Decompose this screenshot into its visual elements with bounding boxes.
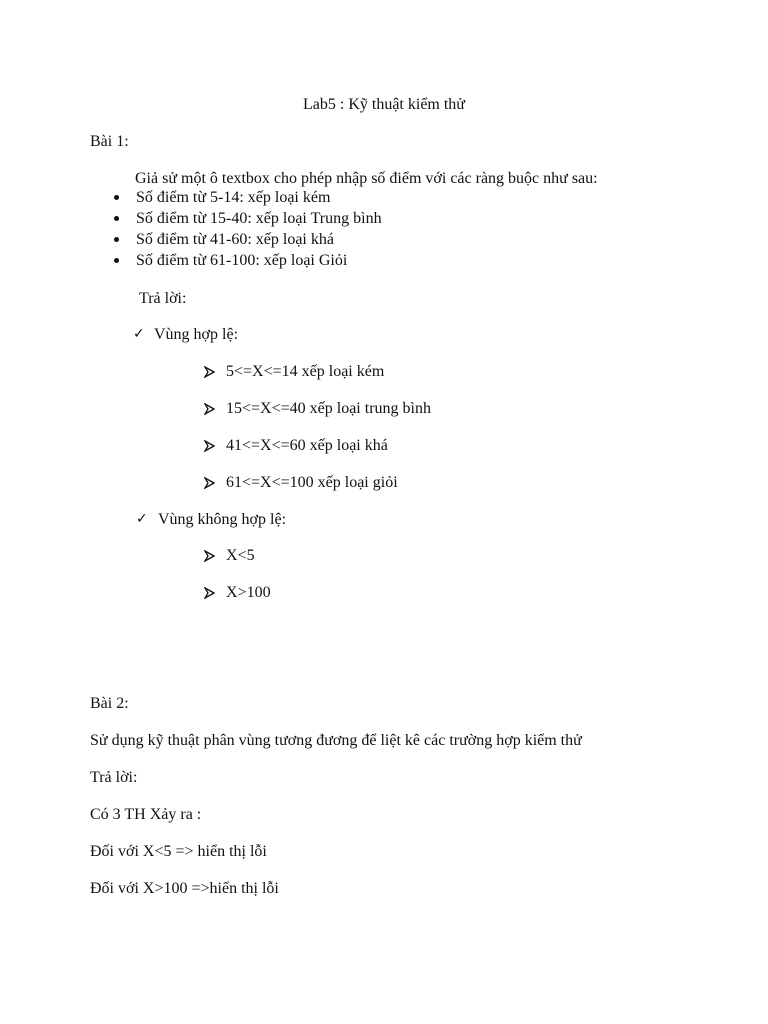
constraint-item: Số điểm từ 5-14: xếp loại kém bbox=[136, 189, 331, 206]
test-case: Đối với X>100 =>hiển thị lỗi bbox=[90, 880, 279, 897]
valid-zone-item: 41<=X<=60 xếp loại khá bbox=[226, 437, 388, 454]
bullet-dot bbox=[114, 216, 119, 221]
bullet-dot bbox=[114, 195, 119, 200]
valid-zone-item: 15<=X<=40 xếp loại trung bình bbox=[226, 400, 431, 417]
arrowhead-bullet-icon bbox=[204, 403, 215, 415]
constraint-item: Số điểm từ 41-60: xếp loại khá bbox=[136, 231, 334, 248]
arrowhead-bullet-icon bbox=[204, 440, 215, 452]
valid-zone-item: 5<=X<=14 xếp loại kém bbox=[226, 363, 385, 380]
document-title: Lab5 : Kỹ thuật kiểm thử bbox=[303, 96, 465, 113]
invalid-zone-item: X>100 bbox=[226, 584, 271, 601]
answer-label: Trả lời: bbox=[90, 769, 138, 786]
exercise-1-heading: Bài 1: bbox=[90, 133, 129, 150]
checkmark-icon: ✓ bbox=[133, 326, 145, 342]
arrowhead-bullet-icon bbox=[204, 587, 215, 599]
checkmark-icon: ✓ bbox=[136, 511, 148, 527]
bullet-dot bbox=[114, 237, 119, 242]
exercise-2-heading: Bài 2: bbox=[90, 695, 129, 712]
exercise-1-intro: Giả sử một ô textbox cho phép nhập số điểm với các ràng buộc như sau: bbox=[135, 170, 598, 187]
test-case: Đối với X<5 => hiển thị lỗi bbox=[90, 843, 267, 860]
arrowhead-bullet-icon bbox=[204, 477, 215, 489]
valid-zone-item: 61<=X<=100 xếp loại giỏi bbox=[226, 474, 398, 491]
constraint-item: Số điểm từ 15-40: xếp loại Trung bình bbox=[136, 210, 382, 227]
answer-label: Trả lời: bbox=[139, 290, 187, 307]
exercise-2-task: Sử dụng kỹ thuật phân vùng tương đương để liệt kê các trường hợp kiểm thử bbox=[90, 732, 582, 749]
invalid-zone-label: Vùng không hợp lệ: bbox=[158, 511, 287, 528]
arrowhead-bullet-icon bbox=[204, 366, 215, 378]
valid-zone-label: Vùng hợp lệ: bbox=[154, 326, 239, 343]
invalid-zone-item: X<5 bbox=[226, 547, 255, 564]
arrowhead-bullet-icon bbox=[204, 550, 215, 562]
constraint-item: Số điểm từ 61-100: xếp loại Giỏi bbox=[136, 252, 348, 269]
cases-intro: Có 3 TH Xảy ra : bbox=[90, 806, 202, 823]
bullet-dot bbox=[114, 258, 119, 263]
